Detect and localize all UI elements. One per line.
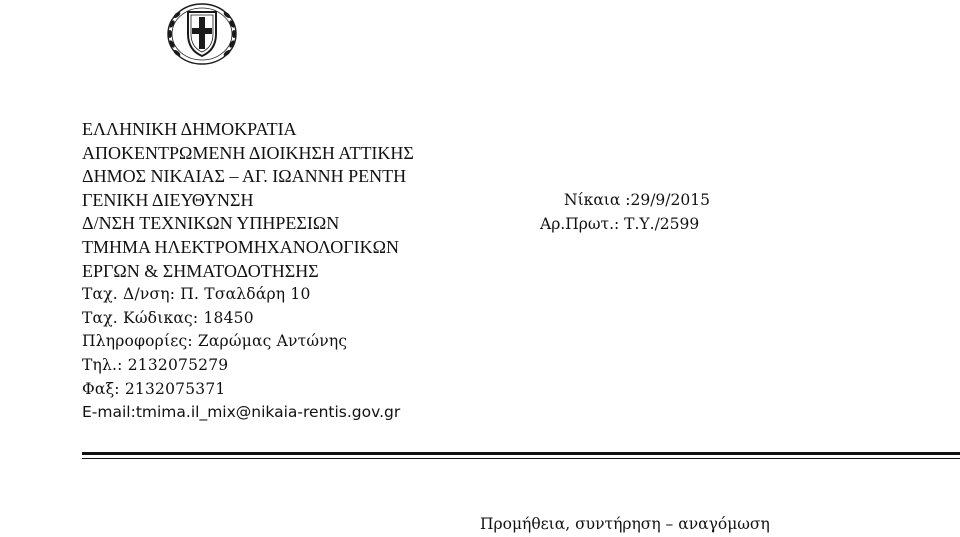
sender-email: E-mail:tmima.il_mix@nikaia-rentis.gov.gr bbox=[82, 403, 401, 422]
reference-block bbox=[540, 188, 710, 236]
sender-line-directorate: ΓΕΝΙΚΗ ΔΙΕΥΘΥΝΣΗ bbox=[82, 189, 254, 210]
sender-phone: Τηλ.: 2132075279 bbox=[82, 355, 229, 374]
sender-fax: Φαξ: 2132075371 bbox=[82, 379, 226, 398]
sender-block bbox=[82, 118, 414, 425]
sender-line-republic: ΕΛΛΗΝΙΚΗ ΔΗΜΟΚΡΑΤΙΑ bbox=[82, 119, 297, 139]
protocol-number: Αρ.Πρωτ.: Τ.Υ./2599 bbox=[540, 215, 700, 233]
sender-line-department-cont: ΕΡΓΩΝ & ΣΗΜΑΤΟΔΟΤΗΣΗΣ bbox=[82, 260, 319, 281]
subject-line: Προμήθεια, συντήρηση – αναγόμωση bbox=[480, 515, 770, 533]
greek-coat-of-arms-icon bbox=[162, 0, 242, 66]
sender-postal-code: Ταχ. Κώδικας: 18450 bbox=[82, 308, 254, 327]
sender-line-administration: ΑΠΟΚΕΝΤΡΩΜΕΝΗ ΔΙΟΙΚΗΣΗ ΑΤΤΙΚΗΣ bbox=[82, 142, 414, 163]
divider-thin bbox=[82, 458, 960, 459]
sender-contact: Πληροφορίες: Ζαρώμας Αντώνης bbox=[82, 332, 348, 351]
sender-line-municipality: ΔΗΜΟΣ ΝΙΚΑΙΑΣ – ΑΓ. ΙΩΑΝΝΗ ΡΕΝΤΗ bbox=[82, 166, 407, 187]
sender-address: Ταχ. Δ/νση: Π. Τσαλδάρη 10 bbox=[82, 285, 311, 304]
sender-line-department: ΤΜΗΜΑ ΗΛΕΚΤΡΟΜΗΧΑΝΟΛΟΓΙΚΩΝ bbox=[82, 236, 399, 257]
document-date: Νίκαια :29/9/2015 bbox=[564, 191, 710, 209]
sender-line-technical-services: Δ/ΝΣΗ ΤΕΧΝΙΚΩΝ ΥΠΗΡΕΣΙΩΝ bbox=[82, 213, 340, 234]
divider-thick bbox=[82, 452, 960, 455]
